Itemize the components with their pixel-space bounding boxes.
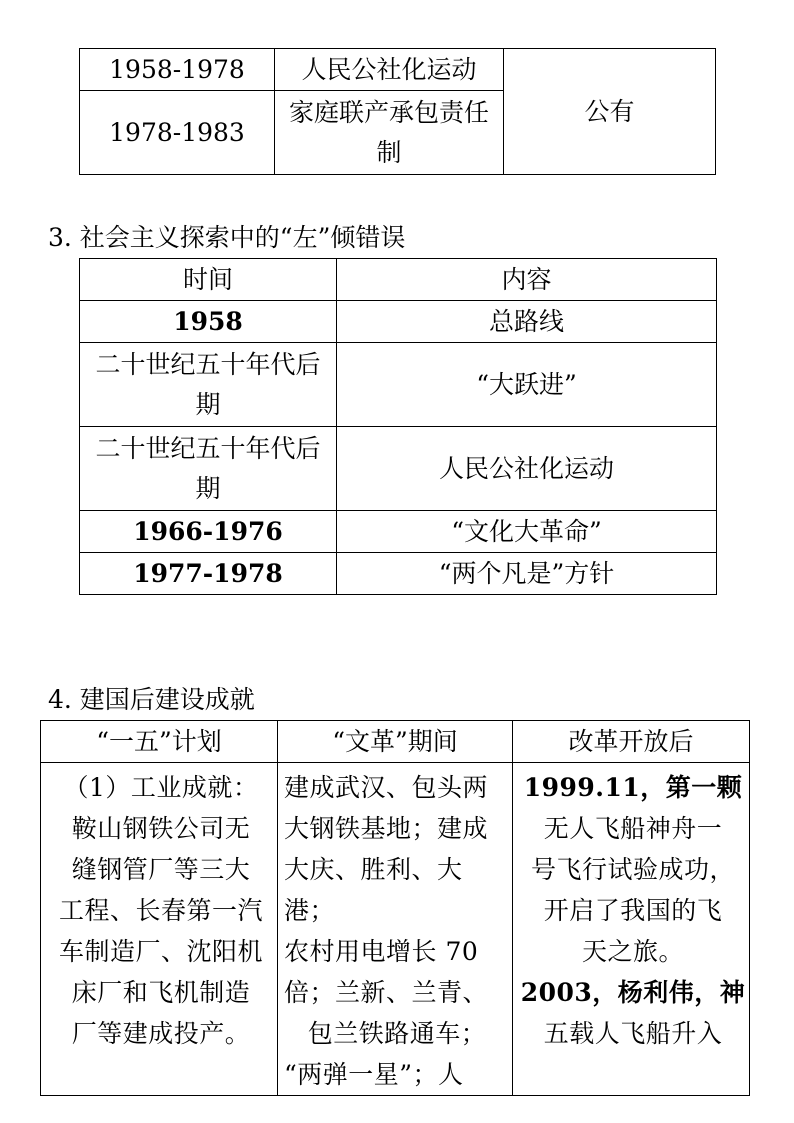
text-line: 五载人飞船升入 [543, 1019, 723, 1048]
text-line: 床厂和飞机制造 [71, 978, 251, 1007]
period-cell: 1978-1983 [80, 91, 275, 175]
text-line: 开启了我国的飞 [543, 896, 723, 925]
header-time: 时间 [80, 259, 337, 301]
text-line: 缝钢管厂等三大 [71, 855, 251, 884]
text-line: 建成武汉、包头两 [284, 773, 489, 802]
header-first-five-year-plan: “一五”计划 [41, 721, 278, 763]
ownership-table [79, 48, 716, 175]
section-4-heading-text: 4. 建国后建设成就 [48, 685, 255, 714]
time-cell: 1977-1978 [80, 553, 337, 595]
time-cell: 1958 [80, 301, 337, 343]
cultural-revolution-cell [278, 763, 513, 1096]
text-line: 车制造厂、沈阳机 [58, 937, 263, 966]
content-cell: 人民公社化运动 [275, 49, 504, 91]
first-five-year-plan-cell [41, 763, 278, 1096]
content-cell: “大跃进” [337, 343, 717, 427]
content-cell: 总路线 [337, 301, 717, 343]
section-4-heading [48, 684, 255, 716]
section-3-heading: 3. 社会主义探索中的“左”倾错误 [48, 223, 406, 252]
text-line: 农村用电增长 70 [284, 937, 479, 966]
content-cell: “两个凡是”方针 [337, 553, 717, 595]
text-line: 1999.11，第一颗 [523, 773, 743, 802]
text-line: 包兰铁路通车； [307, 1019, 487, 1048]
content-cell: 家庭联产承包责任制 [275, 91, 504, 175]
left-deviation-table [79, 258, 717, 595]
text-line: 2003，杨利伟，神 [520, 978, 746, 1007]
time-cell: 二十世纪五十年代后期 [80, 427, 337, 511]
text-line: （1）工业成就： [63, 773, 259, 802]
text-line: 无人飞船神舟一 [543, 814, 723, 843]
header-reform-opening: 改革开放后 [513, 721, 750, 763]
time-cell: 1966-1976 [80, 511, 337, 553]
text-line: 厂等建成投产。 [71, 1019, 251, 1048]
header-content: 内容 [337, 259, 717, 301]
period-cell: 1958-1978 [80, 49, 275, 91]
text-line: 大庆、胜利、大港； [284, 855, 463, 925]
reform-opening-cell [513, 763, 750, 1096]
header-cultural-revolution: “文革”期间 [278, 721, 513, 763]
text-line: 天之旅。 [581, 937, 684, 966]
ownership-cell: 公有 [504, 49, 716, 175]
achievements-table [40, 720, 750, 1096]
content-cell: “文化大革命” [337, 511, 717, 553]
text-line: “两弹一星”；人 [284, 1060, 464, 1089]
text-line: 工程、长春第一汽 [58, 896, 263, 925]
text-line: 鞍山钢铁公司无 [71, 814, 251, 843]
time-cell: 二十世纪五十年代后期 [80, 343, 337, 427]
text-line: 号飞行试验成功， [530, 855, 735, 884]
content-cell: 人民公社化运动 [337, 427, 717, 511]
text-line: 大钢铁基地；建成 [284, 814, 489, 843]
text-line: 倍；兰新、兰青、 [284, 978, 489, 1007]
